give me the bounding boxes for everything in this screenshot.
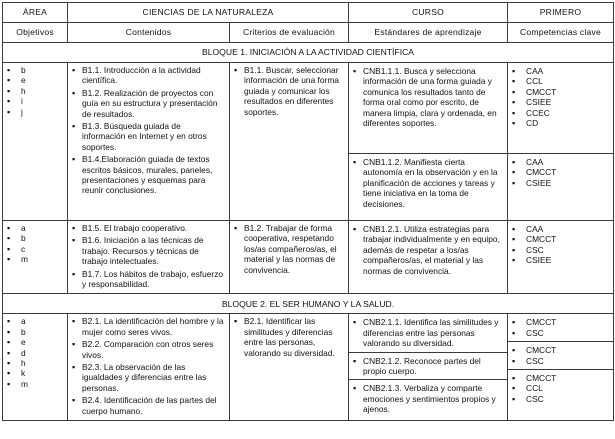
objectives-list [7, 316, 63, 389]
standard-item: ▪ CNB1.1.2. Manifiesta cierta autonomía en la observación y en la planificación de acciones y tareas y tiene iniciativa en la toma de decisiones. [353, 157, 503, 209]
content-item: ▪ B1.1. Introducción a la actividad científica. [72, 65, 225, 86]
contents-cell [68, 221, 230, 294]
competence-item: ▪ CSC [512, 394, 609, 404]
competence-block [508, 342, 613, 370]
standard-block [349, 380, 507, 417]
competence-item: ▪ CSIEE [512, 178, 609, 188]
standard-list [353, 356, 503, 377]
competence-item: ▪ CSIEE [512, 255, 609, 265]
block-title: BLOQUE 1. INICIACIÓN A LA ACTIVIDAD CIENTÍFICA [3, 43, 614, 63]
objective-item: ▪ e [7, 337, 63, 347]
competences-cell [508, 63, 614, 221]
header-row [3, 3, 614, 23]
standards-cell [349, 314, 508, 421]
standard-list [353, 383, 503, 414]
table-row [3, 63, 614, 221]
table-row [3, 221, 614, 294]
objective-item: ▪ h [7, 358, 63, 368]
competence-item: ▪ CMCCT [512, 87, 609, 97]
competence-item: ▪ CMCCT [512, 345, 609, 355]
content-item: ▪ B1.4.Elaboración guiada de textos escritos básicos, murales, paneles, presentaciones y esquemas para reunir conclusiones. [72, 154, 225, 196]
standard-item: ▪ CNB2.1.2. Reconoce partes del propio cuerpo. [353, 356, 503, 377]
column-header-row [3, 23, 614, 43]
criteria-cell [230, 314, 349, 421]
block-title-row [3, 43, 614, 63]
competence-list [512, 345, 609, 366]
objective-item: ▪ b [7, 65, 63, 75]
competence-item: ▪ CAA [512, 66, 609, 76]
content-item: ▪ B1.7. Los hábitos de trabajo, esfuerzo y responsabilidad. [72, 269, 225, 290]
content-item: ▪ B1.3. Búsqueda guiada de información en Internet y en otros soportes. [72, 121, 225, 152]
objectives-cell [3, 63, 68, 221]
competence-item: ▪ CCEC [512, 108, 609, 118]
criteria-list [234, 223, 344, 275]
criteria-column-header: Criterios de evaluación [230, 23, 349, 43]
standards-cell [349, 221, 508, 294]
objective-item: ▪ b [7, 327, 63, 337]
objectives-cell [3, 221, 68, 294]
content-item: ▪ B1.5. El trabajo cooperativo. [72, 223, 225, 233]
content-item: ▪ B2.4. Identificación de las partes del cuerpo humano. [72, 395, 225, 416]
standard-item: ▪ CNB1.1.1. Busca y selecciona información de una forma guiada y comunica los resultados tanto de forma oral como por escrito, de manera limpia, clara y ordenada, en diferentes soportes. [353, 66, 503, 128]
standard-block [349, 314, 507, 352]
competence-block [508, 63, 613, 154]
competence-item: ▪ CSC [512, 328, 609, 338]
standard-item: ▪ CNB2.1.1. Identifica las similitudes y diferencias entre las personas valorando su diversidad. [353, 317, 503, 348]
contents-cell [68, 314, 230, 421]
criteria-cell [230, 221, 349, 294]
criteria-cell [230, 63, 349, 221]
competence-item: ▪ CCL [512, 383, 609, 393]
standard-block [349, 63, 507, 154]
criteria-list [234, 65, 344, 117]
objective-item: ▪ d [7, 348, 63, 358]
competence-list [512, 317, 609, 338]
competence-block [508, 370, 613, 407]
standard-list [353, 224, 503, 276]
objectives-column-header: Objetivos [3, 23, 68, 43]
subject-header: CIENCIAS DE LA NATURALEZA [68, 3, 349, 23]
competence-item: ▪ CSIEE [512, 97, 609, 107]
objective-item: ▪ c [7, 244, 63, 254]
competence-item: ▪ CMCCT [512, 234, 609, 244]
competence-list [512, 373, 609, 404]
standard-block [349, 353, 507, 381]
objective-item: ▪ a [7, 316, 63, 326]
competences-cell [508, 314, 614, 421]
content-item: ▪ B2.2. Comparación con otros seres vivos. [72, 339, 225, 360]
course-header: CURSO [349, 3, 508, 23]
criteria-list [234, 316, 344, 358]
objective-item: ▪ k [7, 368, 63, 378]
criterion-item: ▪ B1.2. Trabajar de forma cooperativa, respetando los/as compañeros/as, el material y las normas de convivencia. [234, 223, 344, 275]
objective-item: ▪ m [7, 254, 63, 264]
competence-item: ▪ CSC [512, 245, 609, 255]
competence-block [508, 221, 613, 269]
competence-list [512, 157, 609, 188]
objectives-list [7, 223, 63, 265]
contents-list [72, 223, 225, 289]
block-title: BLOQUE 2. EL SER HUMANO Y LA SALUD. [3, 294, 614, 314]
standard-item: ▪ CNB2.1.3. Verbaliza y comparte emociones y sentimientos propios y ajenos. [353, 383, 503, 414]
competence-item: ▪ CMCCT [512, 167, 609, 177]
competence-list [512, 66, 609, 128]
content-item: ▪ B2.3. La observación de las igualdades y diferencias entre las personas. [72, 362, 225, 393]
objective-item: ▪ a [7, 223, 63, 233]
objective-item: ▪ i [7, 96, 63, 106]
contents-cell [68, 63, 230, 221]
objective-item: ▪ m [7, 379, 63, 389]
competence-item: ▪ CMCCT [512, 317, 609, 327]
curriculum-table [2, 2, 614, 421]
contents-list [72, 316, 225, 416]
objective-item: ▪ j [7, 107, 63, 117]
competence-item: ▪ CAA [512, 224, 609, 234]
competence-block [508, 314, 613, 342]
content-item: ▪ B1.6. Iniciación a las técnicas de trabajo. Recursos y técnicas de trabajo intelectuales. [72, 235, 225, 266]
standards-cell [349, 63, 508, 221]
objectives-cell [3, 314, 68, 421]
table-row [3, 314, 614, 421]
standard-block [349, 154, 507, 220]
objective-item: ▪ h [7, 86, 63, 96]
standards-column-header: Estándares de aprendizaje [349, 23, 508, 43]
objective-item: ▪ b [7, 233, 63, 243]
area-header: ÁREA [3, 3, 68, 23]
competence-item: ▪ CD [512, 118, 609, 128]
standard-list [353, 66, 503, 128]
contents-column-header: Contenidos [68, 23, 230, 43]
competences-cell [508, 221, 614, 294]
objectives-list [7, 65, 63, 117]
grade-header: PRIMERO [508, 3, 614, 23]
competence-item: ▪ CAA [512, 157, 609, 167]
criterion-item: ▪ B2.1. Identificar las similitudes y diferencias entre las personas, valorando su diversidad. [234, 316, 344, 358]
block-title-row [3, 294, 614, 314]
competence-item: ▪ CSC [512, 356, 609, 366]
content-item: ▪ B2.1. La identificación del hombre y la mujer como seres vivos. [72, 316, 225, 337]
competences-column-header: Competencias clave [508, 23, 614, 43]
standard-list [353, 317, 503, 348]
competence-list [512, 224, 609, 266]
competence-item: ▪ CMCCT [512, 373, 609, 383]
competence-item: ▪ CCL [512, 76, 609, 86]
contents-list [72, 65, 225, 196]
criterion-item: ▪ B1.1. Buscar, seleccionar información de una forma guiada y comunicar los resultados en diferentes soportes. [234, 65, 344, 117]
content-item: ▪ B1.2. Realización de proyectos con guía en su estructura y presentación de resultados. [72, 88, 225, 119]
standard-item: ▪ CNB1.2.1. Utiliza estrategias para trabajar individualmente y en equipo, además de respetar a los/as compañeros/as, el material y las normas de convivencia. [353, 224, 503, 276]
standard-block [349, 221, 507, 279]
competence-block [508, 154, 613, 220]
standard-list [353, 157, 503, 209]
objective-item: ▪ e [7, 75, 63, 85]
